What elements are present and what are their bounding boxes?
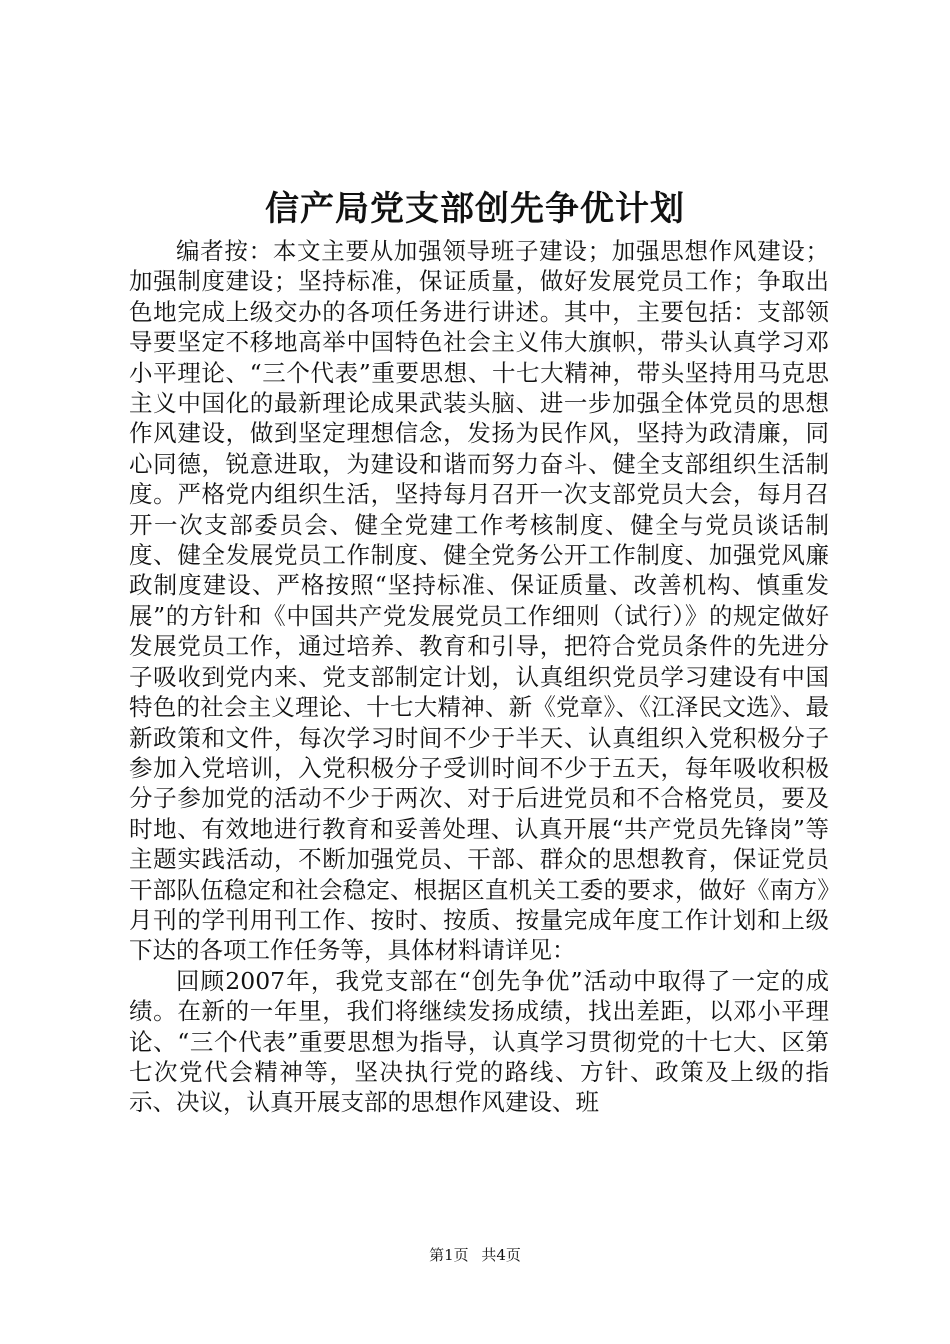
- paragraph-review: 回顾2007年，我党支部在“创先争优”活动中取得了一定的成绩。在新的一年里，我们将继续发扬成绩，找出差距，以邓小平理论、“三个代表”重要思想为指导，认真学习贯彻党的十七大、区第七次党代会精神等，坚决执行党的路线、方针、政策及上级的指示、决议，认真开展支部的思想作风建设、班: [129, 966, 829, 1117]
- page-number-total: 共4页: [481, 1246, 521, 1264]
- document-title: 信产局党支部创先争优计划: [265, 189, 685, 229]
- page-footer: [0, 1245, 950, 1265]
- paragraph-editor-note: 编者按：本文主要从加强领导班子建设；加强思想作风建设；加强制度建设；坚持标准，保证质量，做好发展党员工作；争取出色地完成上级交办的各项任务进行讲述。其中，主要包括：支部领导要坚定不移地高举中国特色社会主义伟大旗帜，带头认真学习邓小平理论、“三个代表”重要思想、十七大精神，带头坚持用马克思主义中国化的最新理论成果武装头脑、进一步加强全体党员的思想作风建设，做到坚定理想信念，发扬为民作风，坚持为政清廉，同心同德，锐意进取，为建设和谐而努力奋斗、健全支部组织生活制度。严格党内组织生活，坚持每月召开一次支部党员大会，每月召开一次支部委员会、健全党建工作考核制度、健全与党员谈话制度、健全发展党员工作制度、健全党务公开工作制度、加强党风廉政制度建设、严格按照“坚持标准、保证质量、改善机构、慎重发展”的方针和《中国共产党发展党员工作细则（试行）》的规定做好发展党员工作，通过培养、教育和引导，把符合党员条件的先进分子吸收到党内来、党支部制定计划，认真组织党员学习建设有中国特色的社会主义理论、十七大精神、新《党章》、《江泽民文选》、最新政策和文件，每次学习时间不少于半天、认真组织入党积极分子参加入党培训，入党积极分子受训时间不少于五天，每年吸收积极分子参加党的活动不少于两次、对于后进党员和不合格党员，要及时地、有效地进行教育和妥善处理、认真开展“共产党员先锋岗”等主题实践活动，不断加强党员、干部、群众的思想教育，保证党员干部队伍稳定和社会稳定、根据区直机关工委的要求，做好《南方》月刊的学刊用刊工作、按时、按质、按量完成年度工作计划和上级下达的各项工作任务等，具体材料请详见：: [129, 237, 829, 965]
- document-body: [129, 236, 829, 1118]
- page-number-current: 第1页: [429, 1246, 469, 1264]
